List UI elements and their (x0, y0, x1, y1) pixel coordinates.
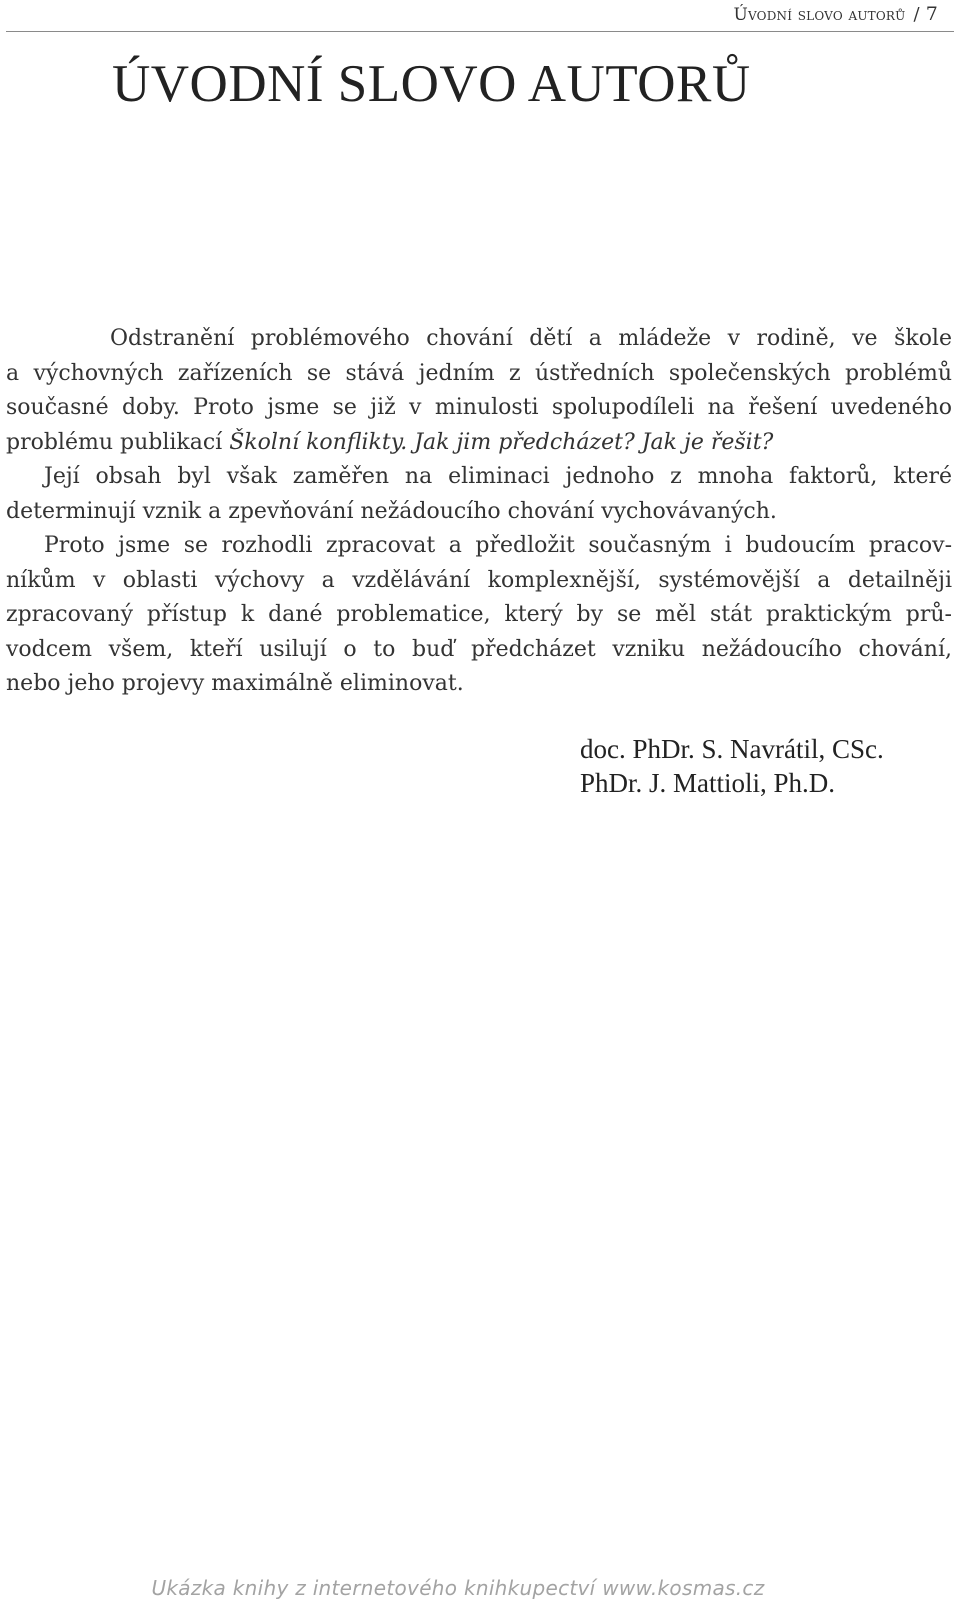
running-head (733, 3, 938, 25)
paragraph-3-line: Proto jsme se rozhodli zpracovat a předložit současným i budoucím pracov- (44, 533, 952, 558)
page-number: 7 (925, 3, 938, 25)
paragraph-1-line: Odstranění problémového chování dětí a mládeže v rodině, ve škole (110, 326, 952, 351)
watermark-text: Ukázka knihy z internetového knihkupectví www.kosmas.cz (151, 1576, 765, 1600)
paragraph-3-line: nebo jeho projevy maximálně eliminovat. (6, 671, 464, 696)
paragraph-1-line: a výchovných zařízeních se stává jedním z ústředních společenských problémů (6, 360, 952, 386)
header-rule (6, 31, 954, 32)
paragraph-2-line: determinují vznik a zpevňování nežádoucího chování vychovávaných. (6, 498, 777, 524)
watermark (0, 1576, 960, 1600)
author-name: doc. PhDr. S. Navrátil, CSc. (580, 734, 884, 764)
paragraph-1-text: problému publikací (6, 429, 230, 455)
paragraph-3-line: níkům v oblasti výchovy a vzdělávání komplexnější, systémovější a detailněji (6, 567, 952, 593)
author-name: PhDr. J. Mattioli, Ph.D. (580, 768, 836, 798)
paragraph-3-line: vodcem všem, kteří usilují o to buď předcházet vzniku nežádoucího chování, (6, 636, 952, 662)
running-head-title: Úvodní slovo autorů (733, 5, 906, 25)
paragraph-1-line: současné doby. Proto jsme se již v minulosti spolupodíleli na řešení uvedeného (6, 395, 952, 420)
body-text (6, 322, 952, 702)
book-title-italic: Školní konflikty. Jak jim předcházet? Jak je řešit? (229, 429, 774, 455)
paragraph-3-line: zpracovaný přístup k dané problematice, který by se měl stát praktickým prů- (6, 602, 952, 627)
author-signatures (580, 732, 884, 800)
paragraph-1-line (6, 426, 952, 461)
running-head-separator: / (913, 4, 920, 25)
page-title: ÚVODNÍ SLOVO AUTORŮ (112, 55, 751, 113)
paragraph-2-line: Její obsah byl však zaměřen na eliminaci jednoho z mnoha faktorů, které (44, 464, 952, 489)
